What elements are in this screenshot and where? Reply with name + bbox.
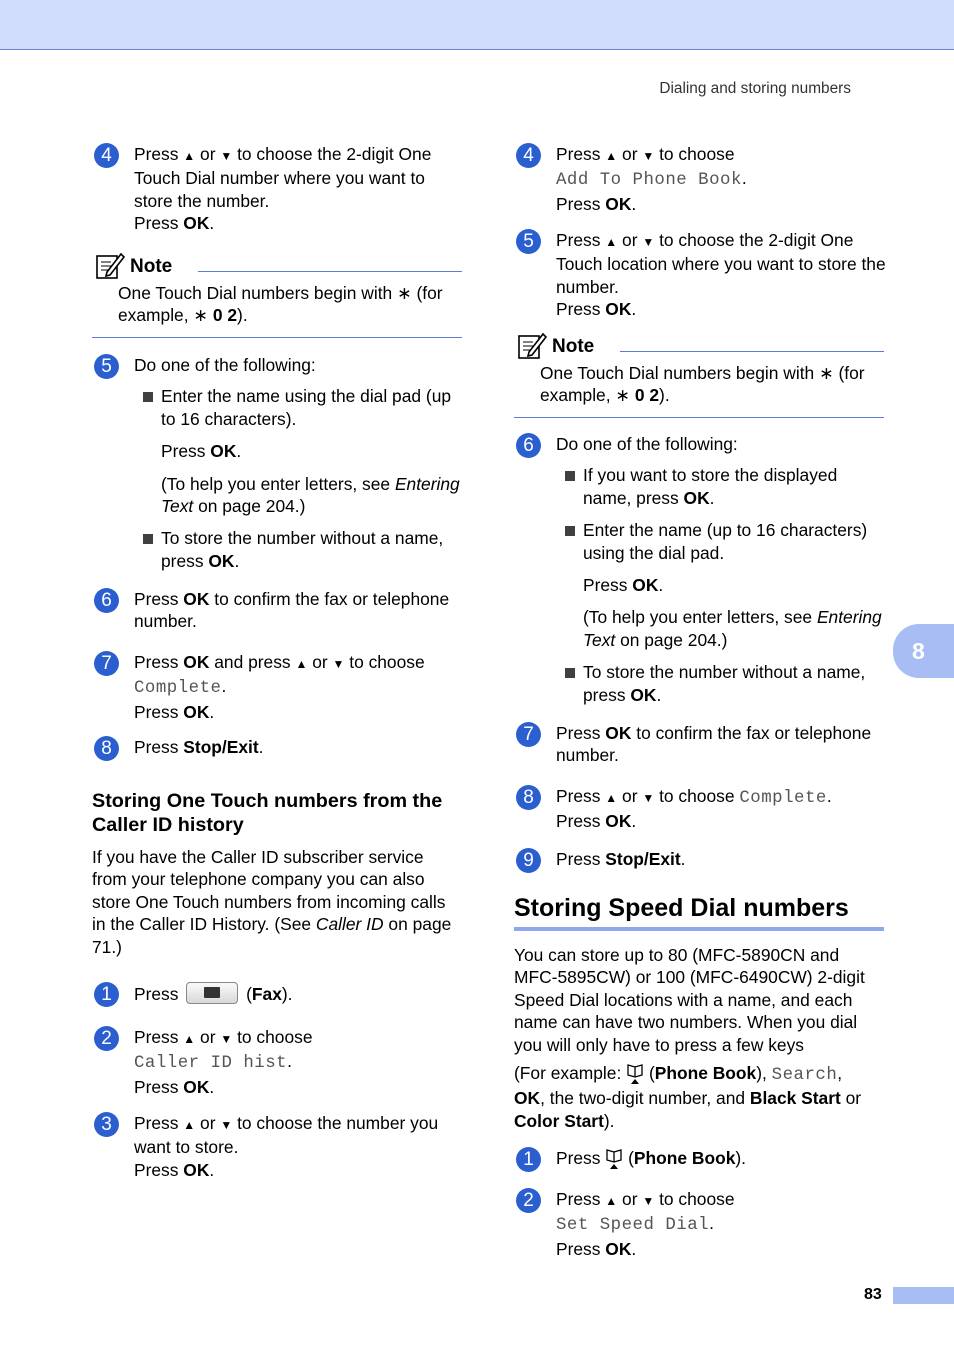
step-8-complete: 8 Press ▲ or ▼ to choose Complete. Press OK. [514,785,886,833]
note-box [92,250,462,338]
step-number: 2 [94,1026,119,1051]
step-5-do-one: 5 Do one of the following: Enter the name using the dial pad (up to 16 characters). Press OK. (To help you enter letters, see Entering Text on page 204.) To store the number without a name, press OK. [92,354,462,572]
note-box [514,330,884,418]
step-number: 4 [516,143,541,168]
step-number: 4 [94,143,119,168]
note-title: Note [130,256,173,277]
step-4-choose-one-touch: 4 Press ▲ or ▼ to choose the 2-digit One Touch Dial number where you want to store the number. Press OK. [92,143,462,235]
note-body: One Touch Dial numbers begin with ∗ (for example, ∗ 0 2). [118,283,443,326]
note-title: Note [552,336,595,357]
caller-step-3: 3 Press ▲ or ▼ to choose the number you want to store. Press OK. [92,1112,462,1181]
speed-dial-body: You can store up to 80 (MFC-5890CN and MFC-5895CW) or 100 (MFC-6490CW) 2-digit Speed Dial locations with a name, and each name can have two numbers. When you dial you will only have to press a few keys (For example: (Phone Book), Search, OK, the two-digit number, and Black Start or Color Start). [514,945,865,1131]
caller-step-1-fax: 1 Press (Fax). [92,982,462,1005]
step-number: 3 [94,1112,119,1137]
step-6-do-one: 6 Do one of the following: If you want to store the displayed name, press OK. Enter the name (up to 16 characters) using the dial pad. Press OK. (To help you enter letters, see Entering Text on page 204.) To store the number without a name, press OK. [514,433,886,706]
note-body: One Touch Dial numbers begin with ∗ (for example, ∗ 0 2). [540,363,865,406]
step-number: 5 [516,229,541,254]
step-6-confirm: 6 Press OK to confirm the fax or telephone number. [92,588,462,633]
step-number: 2 [516,1188,541,1213]
section-body: If you have the Caller ID subscriber service from your telephone company you can also store One Touch numbers from incoming calls in the Caller ID History. (See Caller ID on page 71.) [92,847,452,957]
step-7-confirm: 7 Press OK to confirm the fax or telephone number. [514,722,886,767]
running-header: Dialing and storing numbers [659,80,851,97]
step-8-stop: 8 Press Stop/Exit. [92,736,462,758]
section-heading-speed-dial: Storing Speed Dial numbers [514,894,849,922]
step-number: 6 [516,433,541,458]
step-9-stop: 9 Press Stop/Exit. [514,848,886,870]
step-number: 9 [516,848,541,873]
step-number: 6 [94,588,119,613]
note-pencil-icon [517,330,547,360]
step-number: 8 [516,785,541,810]
chapter-tab[interactable]: 8 [893,624,954,678]
page-number-bar [893,1287,954,1304]
note-pencil-icon [95,250,125,280]
speed-step-1-phone-book: 1 Press (Phone Book). [514,1147,886,1170]
phone-book-icon [605,1148,623,1170]
step-number: 1 [516,1147,541,1172]
step-number: 8 [94,736,119,761]
section-heading-caller-id: Storing One Touch numbers from the Caller ID history [92,790,443,836]
page-number: 83 [864,1286,882,1303]
phone-book-icon [626,1063,644,1085]
step-number: 7 [94,651,119,676]
step-number: 1 [94,982,119,1007]
step-5-choose-location: 5 Press ▲ or ▼ to choose the 2-digit One Touch location where you want to store the number. Press OK. [514,229,886,321]
step-number: 5 [94,354,119,379]
speed-step-2: 2 Press ▲ or ▼ to choose Set Speed Dial. Press OK. [514,1188,886,1260]
fax-button-icon [186,982,238,1004]
step-4-add-to-phone-book: 4 Press ▲ or ▼ to choose Add To Phone Book. Press OK. [514,143,886,215]
top-band [0,0,954,50]
step-number: 7 [516,722,541,747]
step-7-complete: 7 Press OK and press ▲ or ▼ to choose Complete. Press OK. [92,651,462,723]
caller-step-2: 2 Press ▲ or ▼ to choose Caller ID hist. Press OK. [92,1026,462,1098]
